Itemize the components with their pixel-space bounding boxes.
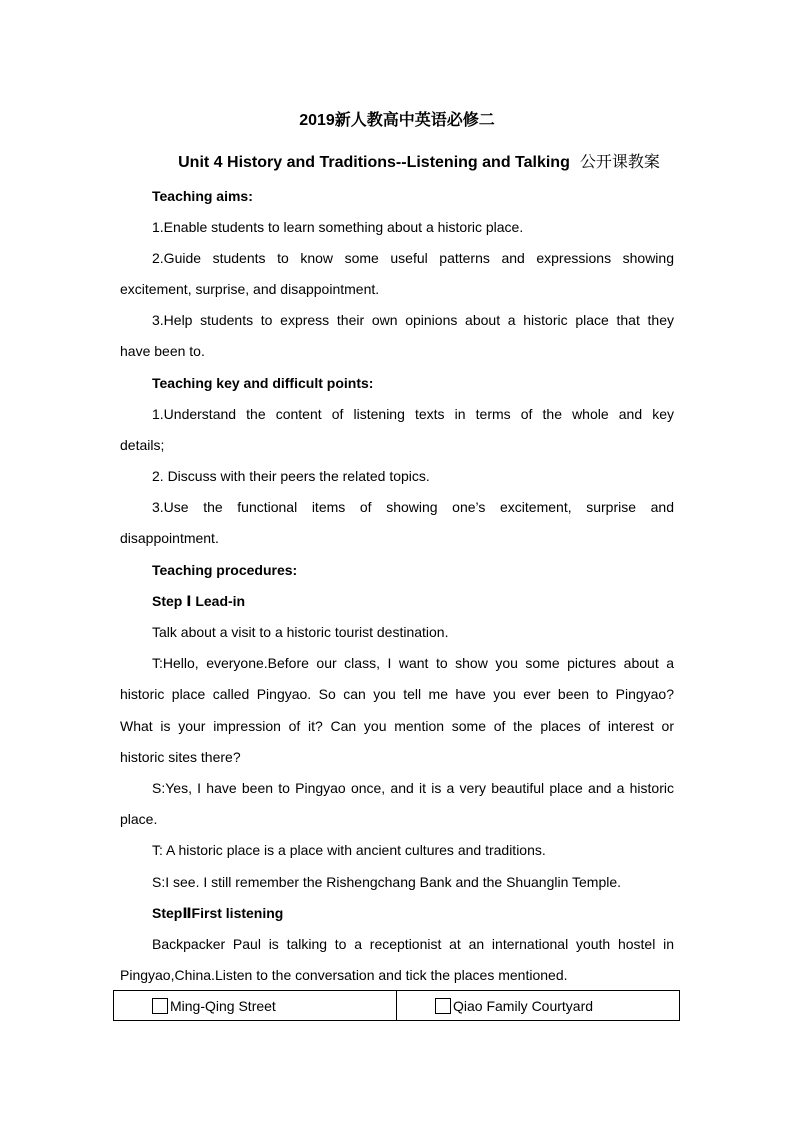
checklist-label: Qiao Family Courtyard xyxy=(453,997,594,1014)
page-title: 2019新人教高中英语必修二 xyxy=(299,112,495,129)
key-point-3-line-2: disappointment. xyxy=(120,530,219,546)
teacher-line-5: T: A historic place is a place with ancient cultures and traditions. xyxy=(152,842,546,858)
checklist-cell xyxy=(114,991,396,1020)
teacher-line-3: What is your impression of it? Can you mention some of the places of interest or xyxy=(120,718,674,734)
step-1-intro: Talk about a visit to a historic tourist destination. xyxy=(152,624,449,640)
aims-item-3-line-2: have been to. xyxy=(120,343,205,359)
student-line-2: place. xyxy=(120,811,158,827)
step-2-heading: StepⅡFirst listening xyxy=(152,905,284,921)
key-point-1-line-2: details; xyxy=(120,437,165,453)
step-2-line-2: Pingyao,China.Listen to the conversation and tick the places mentioned. xyxy=(120,967,568,983)
step-2-line-1: Backpacker Paul is talking to a receptionist at an international youth hostel in xyxy=(152,936,674,952)
aims-item-1: 1.Enable students to learn something about a historic place. xyxy=(152,219,524,235)
aims-item-3-line-1: 3.Help students to express their own opinions about a historic place that they xyxy=(152,312,674,328)
teacher-line-1: T:Hello, everyone.Before our class, I want to show you some pictures about a xyxy=(152,655,674,671)
student-line-3: S:I see. I still remember the Rishengchang Bank and the Shuanglin Temple. xyxy=(152,874,622,890)
teacher-line-4: historic sites there? xyxy=(120,749,241,765)
key-points-heading: Teaching key and difficult points: xyxy=(152,375,374,391)
places-checklist-table xyxy=(113,990,680,1021)
page-subtitle xyxy=(22,149,794,172)
aims-item-2-line-1: 2.Guide students to know some useful patterns and expressions showing xyxy=(152,250,674,266)
teacher-line-2: historic place called Pingyao. So can you tell me have you ever been to Pingyao? xyxy=(120,686,674,702)
key-point-1-line-1: 1.Understand the content of listening texts in terms of the whole and key xyxy=(152,406,674,422)
aims-heading: Teaching aims: xyxy=(152,188,253,204)
subtitle-chinese: 公开课教案 xyxy=(579,154,660,171)
key-point-3-line-1: 3.Use the functional items of showing one’s excitement, surprise and xyxy=(152,499,674,515)
procedures-heading: Teaching procedures: xyxy=(152,562,298,578)
checkbox-icon[interactable] xyxy=(435,998,451,1014)
checklist-label: Ming-Qing Street xyxy=(170,997,276,1014)
student-line-1: S:Yes, I have been to Pingyao once, and it is a very beautiful place and a historic xyxy=(152,780,674,796)
step-1-heading: Step Ⅰ Lead-in xyxy=(152,593,246,609)
aims-item-2-line-2: excitement, surprise, and disappointment. xyxy=(120,281,380,297)
subtitle-english: Unit 4 History and Traditions--Listening and Talking xyxy=(178,154,570,171)
checklist-cell xyxy=(396,991,679,1020)
checkbox-icon[interactable] xyxy=(152,998,168,1014)
key-point-2: 2. Discuss with their peers the related topics. xyxy=(152,468,430,484)
